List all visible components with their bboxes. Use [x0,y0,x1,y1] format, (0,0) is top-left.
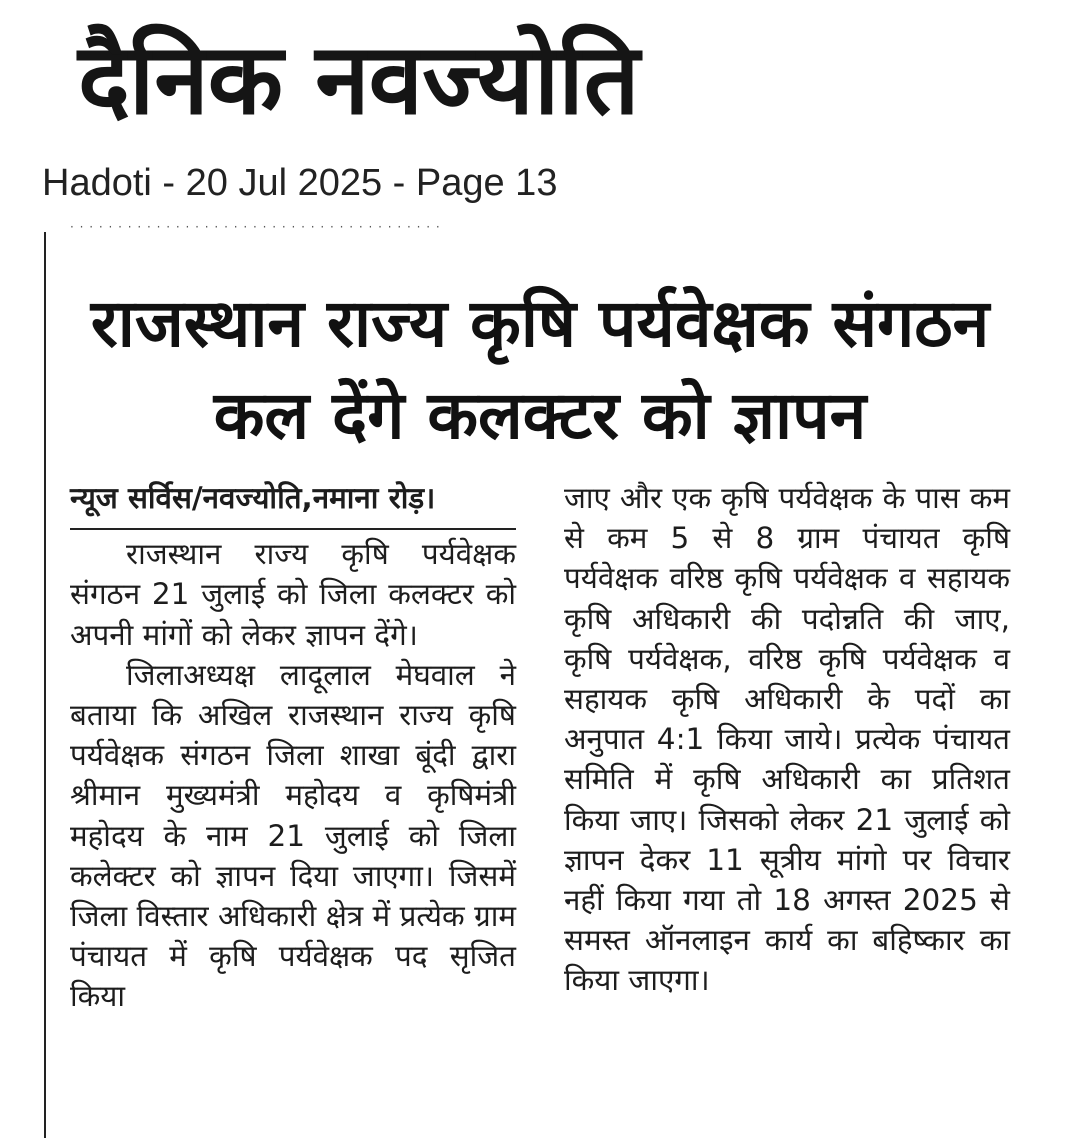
headline-line-2: कल देंगे कलक्टर को ज्ञापन [213,377,867,454]
cropped-text-strip: · · · · · · · · · · · · · · · · · · · · · · · · · · · · · · · · · · · · · · · [70,222,441,232]
paragraph: जाए और एक कृषि पर्यवेक्षक के पास कम से कम 5 से 8 ग्राम पंचायत कृषि पर्यवेक्षक वरिष्ठ कृषि पर्यवेक्षक व सहायक कृषि अधिकारी की पदोन्नति की जाए, कृषि पर्यवेक्षक, वरिष्ठ कृषि पर्यवेक्षक व सहायक कृषि अधिकारी के पदों का अनुपात 4:1 किया जाये। प्रत्येक पंचायत समिति में कृषि अधिकारी का प्रतिशत किया जाए। जिसको लेकर 21 जुलाई को ज्ञापन देकर 11 सूत्रीय मांगो पर विचार नहीं किया गया तो 18 अगस्त 2025 से समस्त ऑनलाइन कार्य का बहिष्कार का किया जाएगा। [564,481,1010,998]
newspaper-masthead: दैनिक नवज्योति [78,23,639,137]
article-headline [50,278,1030,462]
headline-line-1: राजस्थान राज्य कृषि पर्यवेक्षक संगठन [90,285,990,362]
article-column-left [70,478,516,1017]
paragraph: राजस्थान राज्य कृषि पर्यवेक्षक संगठन 21 जुलाई को जिला कलक्टर को अपनी मांगों को लेकर ज्ञापन देंगे। [70,537,516,652]
byline: न्यूज सर्विस/नवज्योति,नमाना रोड़। [70,481,436,515]
column-rule [44,232,46,1138]
paragraph: जिलाअध्यक्ष लादूलाल मेघवाल ने बताया कि अखिल राजस्थान राज्य कृषि पर्यवेक्षक संगठन जिला शाखा बूंदी द्वारा श्रीमान मुख्यमंत्री महोदय व कृषिमंत्री महोदय के नाम 21 जुलाई को जिला कलेक्टर को ज्ञापन दिया जाएगा। जिसमें जिला विस्तार अधिकारी क्षेत्र में प्रत्येक ग्राम पंचायत में कृषि पर्यवेक्षक पद सृजित किया [70,657,516,1014]
article-column-right [564,478,1010,1001]
byline-divider [70,528,516,530]
edition-date-page: Hadoti - 20 Jul 2025 - Page 13 [42,162,558,204]
